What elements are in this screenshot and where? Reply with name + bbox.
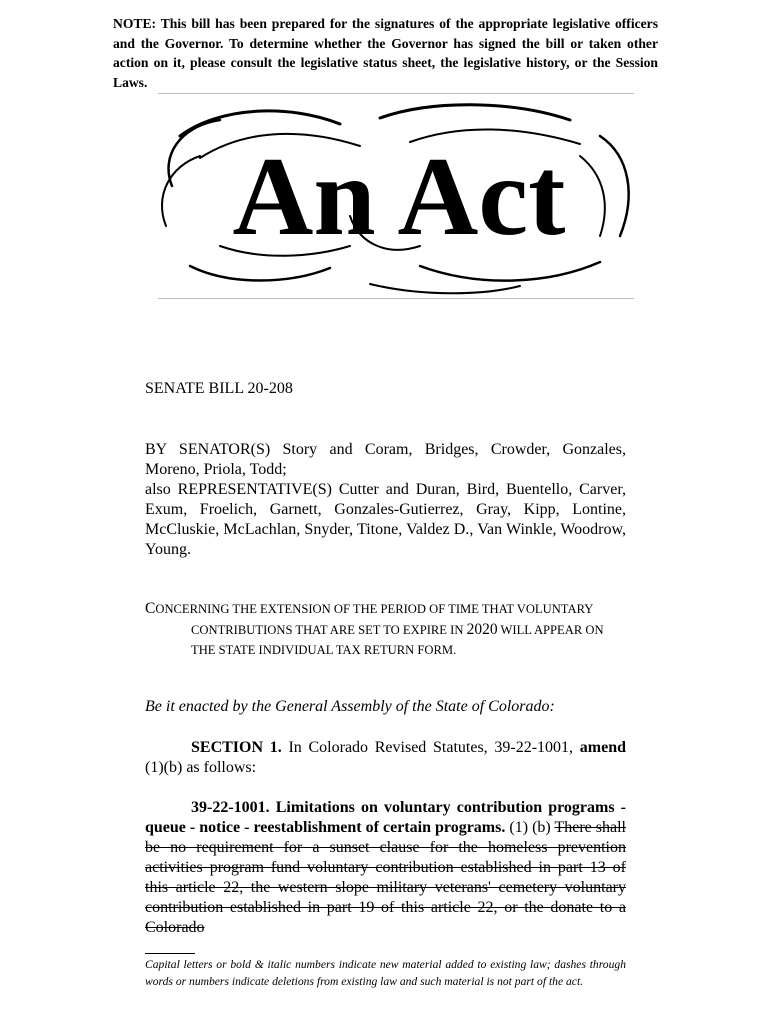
bill-number: SENATE BILL 20-208 [145, 380, 293, 397]
title-line-3: THE STATE INDIVIDUAL TAX RETURN FORM. [191, 643, 457, 657]
footnote: Capital letters or bold & italic numbers indicate new material added to existing law; dashes through words or numbers indicate deletions from existing law and such material is not part of the act. [145, 958, 626, 988]
bottom-divider [158, 298, 634, 299]
an-act-logo [160, 96, 638, 298]
statute-subsection: (1) (b) [505, 819, 555, 836]
deleted-text: There shall be no requirement for a sunset clause for the homeless prevention activities program fund voluntary contribution established in part 13 of this article 22, the western slope military veterans' cemetery voluntary contribution established in part 19 of this article 22, or the donate to a Colorado [145, 819, 626, 936]
title-line-2: CONTRIBUTIONS THAT ARE SET TO EXPIRE IN 2020 WILL APPEAR ON [191, 620, 604, 638]
bill-title [145, 599, 626, 661]
footnote-rule [145, 953, 195, 954]
house-sponsors: also REPRESENTATIVE(S) Cutter and Duran, Bird, Buentello, Carver, Exum, Froelich, Garnett, Gonzales-Gutierrez, Gray, Kipp, Lontine, McCluskie, McLachlan, Snyder, Titone, Valdez D., Van Winkle, Woodrow, Young. [145, 481, 626, 558]
statute-text [145, 798, 626, 938]
sponsors [145, 440, 626, 560]
section-label: SECTION 1. [191, 739, 282, 756]
title-initial: C [145, 600, 156, 617]
title-year: 2020 [466, 620, 498, 638]
top-divider [158, 93, 634, 94]
legislative-note: NOTE: This bill has been prepared for the signatures of the appropriate legislative officers and the Governor. To determine whether the Governor has signed the bill or taken other action on it, please consult the legislative status sheet, the legislative history, or the Session Laws. [113, 16, 658, 90]
section-1: SECTION 1. In Colorado Revised Statutes, 39-22-1001, amend (1)(b) as follows: [145, 739, 626, 776]
senate-sponsors: BY SENATOR(S) Story and Coram, Bridges, Crowder, Gonzales, Moreno, Priola, Todd; [145, 441, 626, 478]
statute-heading: 39-22-1001. Limitations on voluntary contribution programs - queue - notice - reestablishment of certain programs. [145, 799, 626, 836]
enacting-clause: Be it enacted by the General Assembly of the State of Colorado: [145, 698, 555, 715]
title-line-1: ONCERNING THE EXTENSION OF THE PERIOD OF TIME THAT VOLUNTARY [155, 602, 594, 616]
logo-text: An Act [232, 135, 566, 259]
amend-keyword: amend [579, 739, 626, 756]
